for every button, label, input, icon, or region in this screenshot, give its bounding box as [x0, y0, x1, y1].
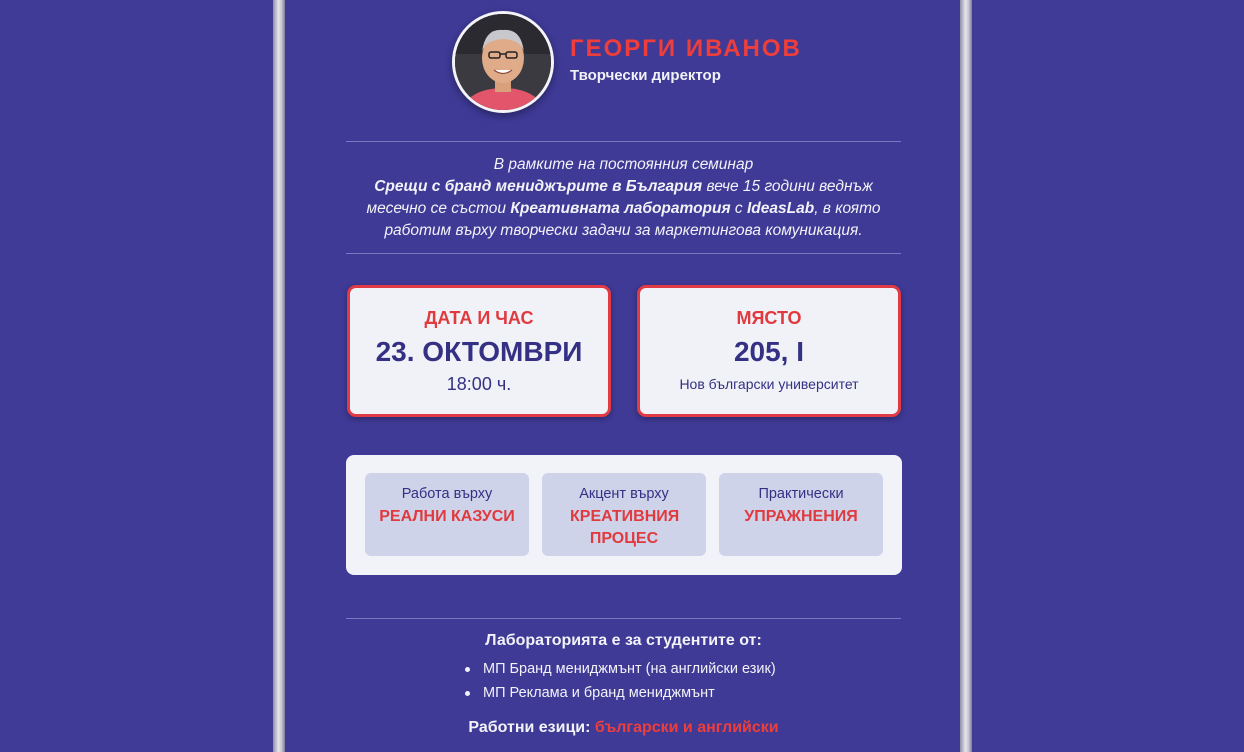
page-frame-left-edge — [273, 0, 285, 752]
program-name: МП Бранд мениджмънт (на английски език) — [483, 661, 776, 677]
feature-creative-process — [542, 473, 706, 556]
list-item — [461, 681, 776, 705]
speaker-name: ГЕОРГИ ИВАНОВ — [570, 35, 802, 62]
feature-exercises — [719, 473, 883, 556]
venue-name: Нов български университет — [679, 376, 859, 392]
feature-title: УПРАЖНЕНИЯ — [744, 508, 858, 525]
divider-bottom — [346, 618, 901, 619]
bullet-icon — [465, 667, 470, 672]
intro-line-3 — [346, 198, 901, 220]
divider-top — [346, 141, 901, 142]
lab-name: Креативната лаборатория — [510, 200, 731, 217]
intro-line-1: В рамките на постоянния семинар — [493, 156, 754, 173]
date-time-label: ДАТА И ЧАС — [424, 308, 534, 328]
languages-label: Работни езици: — [468, 719, 595, 736]
working-languages — [346, 719, 901, 737]
page-frame-right-edge — [960, 0, 972, 752]
intro-line-4: работим върху творчески задачи за маркетингова комуникация. — [384, 222, 863, 239]
intro-line-2-rest: вече 15 години веднъж — [702, 178, 873, 195]
feature-real-cases — [365, 473, 529, 556]
partner-name: IdeasLab — [747, 200, 815, 217]
room-number: 205, I — [733, 336, 805, 367]
event-time: 18:00 ч. — [446, 374, 512, 394]
speaker-avatar — [452, 11, 554, 113]
bullet-icon — [465, 691, 470, 696]
list-item — [461, 657, 776, 681]
feature-intro: Акцент върху — [579, 486, 669, 502]
flyer-page — [285, 0, 960, 752]
seminar-name: Срещи с бранд мениджърите в България — [374, 178, 703, 195]
feature-intro: Практически — [758, 486, 844, 502]
place-card — [637, 285, 901, 417]
divider-intro-bottom — [346, 253, 901, 254]
students-heading: Лабораторията е за студентите от: — [485, 632, 762, 649]
place-label: МЯСТО — [736, 308, 802, 328]
intro-text — [346, 154, 901, 242]
event-date: 23. ОКТОМВРИ — [375, 336, 583, 367]
programs-list — [461, 657, 776, 705]
feature-title: КРЕАТИВНИЯ ПРОЦЕС — [570, 508, 680, 547]
intro-line-2 — [346, 176, 901, 198]
speaker-header — [452, 11, 872, 111]
date-time-card — [347, 285, 611, 417]
speaker-role: Творчески директор — [570, 67, 721, 84]
program-name: МП Реклама и бранд мениджмънт — [483, 685, 715, 701]
intro-line-3-end: , в която — [814, 200, 881, 217]
intro-line-3-mid: с — [730, 200, 747, 217]
features-panel — [346, 455, 902, 575]
languages-value: български и английски — [594, 719, 779, 736]
feature-intro: Работа върху — [401, 486, 493, 502]
intro-line-3-start: месечно се състои — [366, 200, 511, 217]
feature-title: РЕАЛНИ КАЗУСИ — [379, 508, 515, 525]
